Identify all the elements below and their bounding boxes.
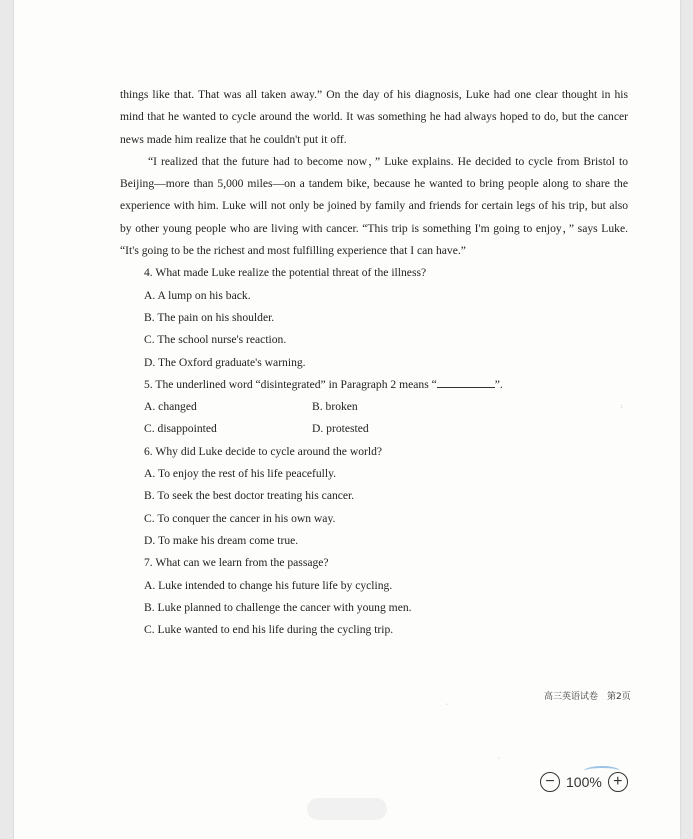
question-5-option-c: C. disappointed — [144, 422, 217, 436]
question-5-option-d: D. protested — [312, 422, 369, 436]
question-7-option-a: A. Luke intended to change his future life by cycling. — [144, 578, 393, 592]
question-4-option-b: B. The pain on his shoulder. — [144, 310, 275, 324]
question-6-option-d: D. To make his dream come true. — [144, 533, 299, 547]
page-content — [120, 84, 628, 641]
plus-icon: + — [613, 773, 623, 790]
zoom-in-button[interactable] — [608, 772, 628, 792]
question-5-option-b: B. broken — [312, 400, 358, 414]
question-4-option-c: C. The school nurse's reaction. — [144, 333, 287, 347]
question-5-stem-end: ”. — [494, 377, 503, 391]
question-6-option-a: A. To enjoy the rest of his life peacefully. — [144, 467, 337, 481]
minus-icon: − — [545, 773, 555, 790]
question-5-option-a: A. changed — [144, 400, 197, 414]
question-4-option-d: D. The Oxford graduate's warning. — [144, 355, 306, 369]
question-5-stem-text: 5. The underlined word “disintegrated” in Paragraph 2 means “ — [144, 377, 437, 391]
document-page — [14, 0, 680, 839]
page-footer: 高三英语试卷 第2页 — [544, 692, 631, 702]
zoom-controls — [540, 772, 628, 792]
question-4-option-a: A. A lump on his back. — [144, 288, 251, 302]
zoom-level: 100% — [566, 774, 602, 790]
question-6-option-b: B. To seek the best doctor treating his cancer. — [144, 489, 355, 503]
page-indicator — [307, 798, 387, 820]
question-5-options-row-2 — [120, 418, 628, 440]
question-4-stem: 4. What made Luke realize the potential threat of the illness? — [144, 266, 427, 280]
question-7-option-b: B. Luke planned to challenge the cancer with young men. — [144, 600, 412, 614]
question-6-option-c: C. To conquer the cancer in his own way. — [144, 511, 336, 525]
scan-speck: · — [446, 702, 448, 708]
question-7-option-c: C. Luke wanted to end his life during the cycling trip. — [144, 623, 394, 637]
passage-paragraph-1: things like that. That was all taken away.” On the day of his diagnosis, Luke had one clear thought in his mind that he wanted to cycle around the world. It was something he had always hoped to do, but the cancer news made him realize that he couldn't put it off. — [120, 88, 628, 146]
passage-paragraph-2: “I realized that the future had to become now，” Luke explains. He decided to cycle from Bristol to Beijing—more than 5,000 miles—on a tandem bike, because he wanted to bring people along to share the experience with him. Luke will not only be joined by family and friends for certain legs of his trip, but also by other young people who are living with cancer. “This trip is something I'm going to enjoy，” says Luke. “It's going to be the richest and most fulfilling experience that I can have.” — [120, 154, 628, 258]
question-5-options-row-1 — [120, 396, 628, 418]
answer-blank — [437, 375, 495, 388]
scan-speck: · — [498, 756, 500, 762]
scan-speck: : — [621, 404, 623, 410]
question-5-stem — [120, 374, 628, 396]
question-6-stem: 6. Why did Luke decide to cycle around the world? — [144, 444, 383, 458]
zoom-out-button[interactable] — [540, 772, 560, 792]
question-7-stem: 7. What can we learn from the passage? — [144, 556, 329, 570]
